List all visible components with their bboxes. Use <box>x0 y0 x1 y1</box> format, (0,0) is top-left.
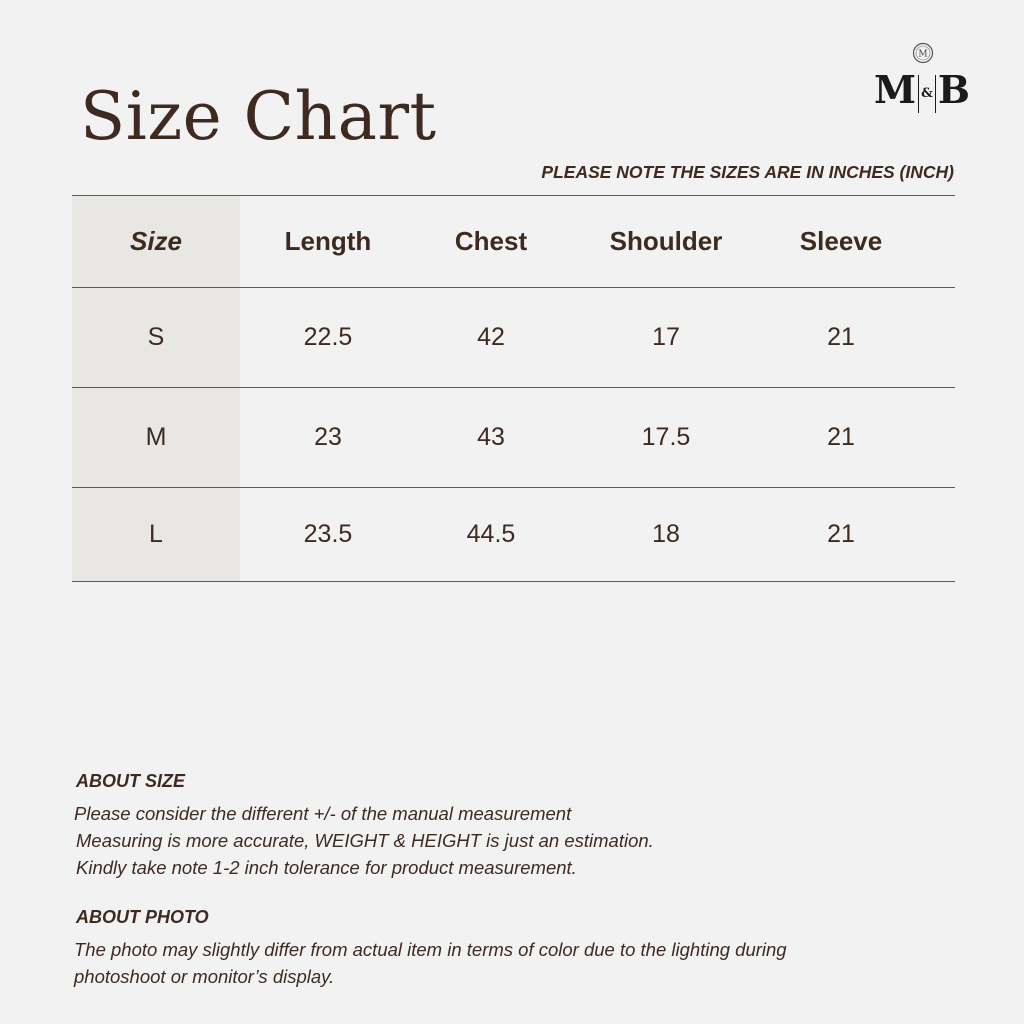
units-note: PLEASE NOTE THE SIZES ARE IN INCHES (INCH) <box>541 162 954 182</box>
chest-cell: 43 <box>477 423 505 451</box>
sleeve-cell: 21 <box>827 323 855 351</box>
about-size-section <box>74 771 954 881</box>
header-shoulder: Shoulder <box>609 226 723 256</box>
size-table <box>72 195 955 582</box>
about-size-line: Please consider the different +/- of the manual measurement <box>74 803 572 824</box>
table-row <box>72 388 955 488</box>
about-photo-line: photoshoot or monitor’s display. <box>74 966 335 987</box>
table-row <box>72 488 955 582</box>
table-header-row <box>72 195 955 288</box>
shoulder-cell: 18 <box>652 520 680 548</box>
size-cell: M <box>72 388 240 487</box>
page-title: Size Chart <box>80 78 437 155</box>
brand-letter-right: B <box>937 67 970 112</box>
brand-emblem-icon <box>912 42 934 64</box>
about-photo-section <box>74 907 954 990</box>
header-chest: Chest <box>454 226 528 256</box>
sleeve-cell: 21 <box>827 520 855 548</box>
shoulder-cell: 17.5 <box>641 423 691 451</box>
chest-cell: 42 <box>477 323 505 351</box>
size-cell: L <box>72 488 240 581</box>
brand-letter-left: M <box>874 67 917 112</box>
brand-ampersand: & <box>918 75 936 113</box>
about-photo-heading: ABOUT PHOTO <box>76 907 209 927</box>
header-size: Size <box>72 196 240 287</box>
about-photo-line: The photo may slightly differ from actual item in terms of color due to the lighting during <box>74 939 787 960</box>
header-length: Length <box>284 226 372 256</box>
length-cell: 22.5 <box>303 323 353 351</box>
length-cell: 23.5 <box>303 520 353 548</box>
size-cell: S <box>72 288 240 387</box>
brand-wordmark <box>870 68 974 113</box>
svg-text:M: M <box>918 49 928 60</box>
chest-cell: 44.5 <box>466 520 516 548</box>
header-sleeve: Sleeve <box>799 226 883 256</box>
brand-logo <box>870 40 974 114</box>
shoulder-cell: 17 <box>652 323 680 351</box>
about-size-line: Kindly take note 1-2 inch tolerance for product measurement. <box>76 857 577 878</box>
about-size-line: Measuring is more accurate, WEIGHT & HEIGHT is just an estimation. <box>76 830 654 851</box>
table-row <box>72 288 955 388</box>
sleeve-cell: 21 <box>827 423 855 451</box>
about-size-heading: ABOUT SIZE <box>76 771 186 791</box>
length-cell: 23 <box>314 423 342 451</box>
